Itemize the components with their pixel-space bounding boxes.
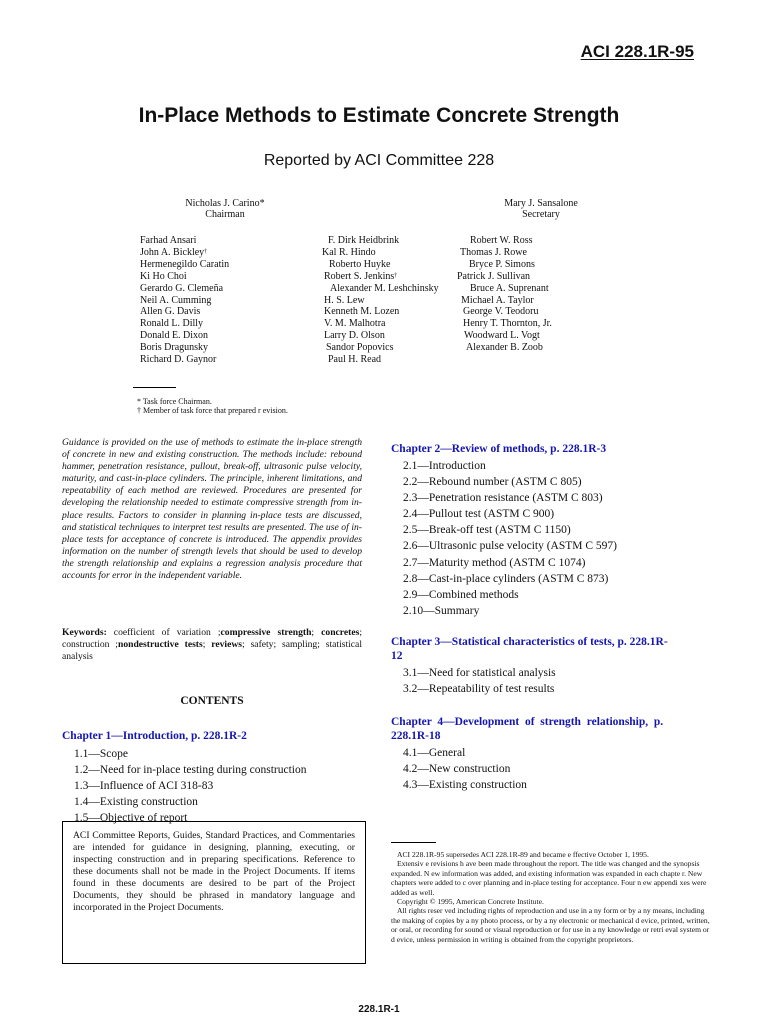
copyright-notice: Copyright © 1995, American Concrete Institute. [397, 897, 544, 907]
member-name: F. Dirk Heidbrink [328, 235, 400, 246]
document-number: ACI 228.1R-95 [580, 42, 694, 61]
contents-heading: CONTENTS [180, 695, 244, 707]
member-name: Donald E. Dixon [140, 330, 209, 342]
member-column-2 [322, 235, 439, 366]
secretary-block [476, 198, 606, 220]
toc-entry: 3.1—Need for statistical analysis [403, 667, 556, 679]
member-name: Farhad Ansari [140, 235, 197, 246]
toc-entry: 2.3—Penetration resistance (ASTM C 803) [403, 492, 603, 505]
copyright-supersedes: ACI 228.1R-95 supersedes ACI 228.1R-89 and became e ffective October 1, 1995. [397, 850, 649, 859]
notice-box: ACI Committee Reports, Guides, Standard Practices, and Commentaries are intended for guidance in designing, planning, executing, or inspecting construction and in preparing specifications. Reference to these documents shall not be made in the Project Documents. If items found in these documents are desired to be part of the Project Documents, they should be phrased in mandatory language and incorporated in the Project Documents. [62, 821, 366, 964]
chapter-4 [391, 715, 703, 793]
toc-entry: 2.8—Cast-in-place cylinders (ASTM C 873) [403, 572, 609, 585]
toc-entry: 2.9—Combined methods [403, 588, 519, 601]
toc-entry: 2.1—Introduction [403, 460, 486, 472]
document-title: In-Place Methods to Estimate Concrete Strength [138, 104, 620, 127]
member-name: Robert S. Jenkins† [324, 270, 398, 282]
member-name: Hermenegildo Caratin [140, 258, 230, 270]
member-name: Robert W. Ross [470, 235, 533, 246]
member-name: Gerardo G. Clemeña [140, 282, 224, 294]
toc-entry: 4.3—Existing construction [403, 779, 527, 792]
member-name: Kenneth M. Lozen [324, 306, 400, 318]
toc-entry: 2.7—Maturity method (ASTM C 1074) [403, 556, 586, 569]
member-name: Thomas J. Rowe [460, 246, 527, 258]
secretary-role: Secretary [522, 209, 560, 220]
secretary-name: Mary J. Sansalone [504, 198, 578, 209]
toc-entry: 2.6—Ultrasonic pulse velocity (ASTM C 597) [403, 540, 618, 553]
member-name: Richard D. Gaynor [140, 354, 217, 366]
footnote-member: † Member of task force that prepared r evision. [137, 406, 288, 415]
page-number: 228.1R-1 [358, 1004, 400, 1015]
toc-entry: 2.2—Rebound number (ASTM C 805) [403, 476, 582, 489]
toc-entry: 2.4—Pullout test (ASTM C 900) [403, 508, 555, 521]
chapter-3 [391, 635, 703, 697]
member-name: Allen G. Davis [140, 306, 201, 318]
copyright-block [391, 850, 711, 944]
toc-entry: 4.1—General [403, 747, 466, 759]
toc-entry: 1.5—Objective of report [74, 812, 188, 825]
chapter-2 [391, 442, 701, 619]
member-name: Ki Ho Choi [140, 270, 187, 282]
chapter-4-title: Chapter 4—Development of strength relationship, p. 228.1R-18 [391, 716, 664, 742]
member-name: John A. Bickley† [140, 246, 208, 258]
chapter-1 [62, 729, 372, 826]
member-name: Woodward L. Vogt [464, 330, 540, 342]
member-name: Alexander M. Leshchinsky [330, 282, 439, 294]
member-name: Roberto Huyke [329, 258, 391, 270]
copyright-revisions: Extensiv e revisions h ave been made throughout the report. The title was changed and the synopsis expanded. N ew information was added, and existing information was expanded in each chapte r. New chapters were added to c over planning and in-place testing for acceptance. Four n ew appendi xes were added as well. [391, 859, 707, 897]
toc-entry: 2.10—Summary [403, 604, 480, 617]
chairman-block [160, 198, 290, 220]
keywords: Keywords: coefficient of variation ;compressive strength; concretes; construction ;nondestructive tests; reviews; safety; sampling; statistical analysis [62, 627, 362, 663]
keywords-label: Keywords: [62, 627, 107, 638]
member-name: Michael A. Taylor [461, 294, 534, 306]
member-column-1 [140, 235, 229, 366]
member-name: Patrick J. Sullivan [457, 270, 531, 282]
dagger-mark: † [204, 248, 208, 255]
chapter-1-title: Chapter 1—Introduction, p. 228.1R-2 [62, 730, 247, 742]
toc-entry: 1.4—Existing construction [74, 796, 198, 809]
footnote-task-force: * Task force Chairman. [137, 397, 212, 406]
toc-entry: 1.3—Influence of ACI 318-83 [74, 780, 214, 793]
copyright-rights: All rights reser ved including rights of reproduction and use in a ny form or by a ny means, including the making of copies by a ny photo process, or by a ny electronic or mechanical d evice, printed, written, or oral, or recording for sound or visual reproduction or for use in a ny knowledge or retri eval system or d evice, unless permission in writing is obtained from the copyright proprietors. [391, 906, 710, 944]
copyright-rule [391, 842, 436, 843]
member-name: Neil A. Cumming [140, 294, 212, 306]
chapter-3-title: Chapter 3—Statistical characteristics of tests, p. 228.1R- 12 [391, 636, 668, 662]
toc-entry: 1.2—Need for in-place testing during construction [74, 764, 307, 777]
member-name: H. S. Lew [324, 294, 365, 306]
toc-entry: 1.1—Scope [74, 748, 128, 760]
member-name: Sandor Popovics [326, 342, 394, 354]
toc-entry: 3.2—Repeatability of test results [403, 683, 555, 696]
dagger-mark: † [394, 272, 398, 279]
member-name: Alexander B. Zoob [466, 342, 543, 354]
member-name: Kal R. Hindo [322, 246, 376, 258]
member-name: Larry D. Olson [324, 330, 385, 342]
chairman-role: Chairman [205, 209, 245, 220]
member-column-3 [457, 235, 552, 354]
abstract: Guidance is provided on the use of methods to estimate the in-place strength of concrete in new and existing construction. The methods include: rebound hammer, penetration resistance, pullout, break-off, ultrasonic pulse velocity, maturity, and cast-in-place cylinders. The principle, inherent limitations, and repeatability of each method are reviewed. Procedures are presented for developing the relationship needed to estimate compressive strength from in-place results. Factors to consider in planning in-place tests are discussed, and statistical techniques to interpret test results are presented. The use of in-place tests for acceptance of concrete is introduced. The appendix provides information on the number of strength levels that should be used to develop the strength relationship and explains a regression analysis procedure that accounts for error in the independent variable. [62, 437, 362, 582]
chairman-name: Nicholas J. Carino* [185, 198, 265, 209]
member-name: Boris Dragunsky [140, 342, 209, 354]
member-name: Henry T. Thornton, Jr. [463, 318, 552, 330]
member-name: V. M. Malhotra [324, 318, 386, 330]
member-name: Bryce P. Simons [469, 258, 535, 270]
toc-entry: 2.5—Break-off test (ASTM C 1150) [403, 524, 571, 537]
toc-entry: 4.2—New construction [403, 763, 511, 776]
chapter-2-title: Chapter 2—Review of methods, p. 228.1R-3 [391, 443, 607, 455]
member-name: Paul H. Read [328, 354, 382, 366]
member-name: George V. Teodoru [463, 306, 539, 318]
footnote-rule [133, 387, 176, 388]
member-name: Ronald L. Dilly [140, 318, 204, 330]
member-name: Bruce A. Suprenant [470, 282, 549, 294]
reported-by: Reported by ACI Committee 228 [263, 152, 495, 169]
